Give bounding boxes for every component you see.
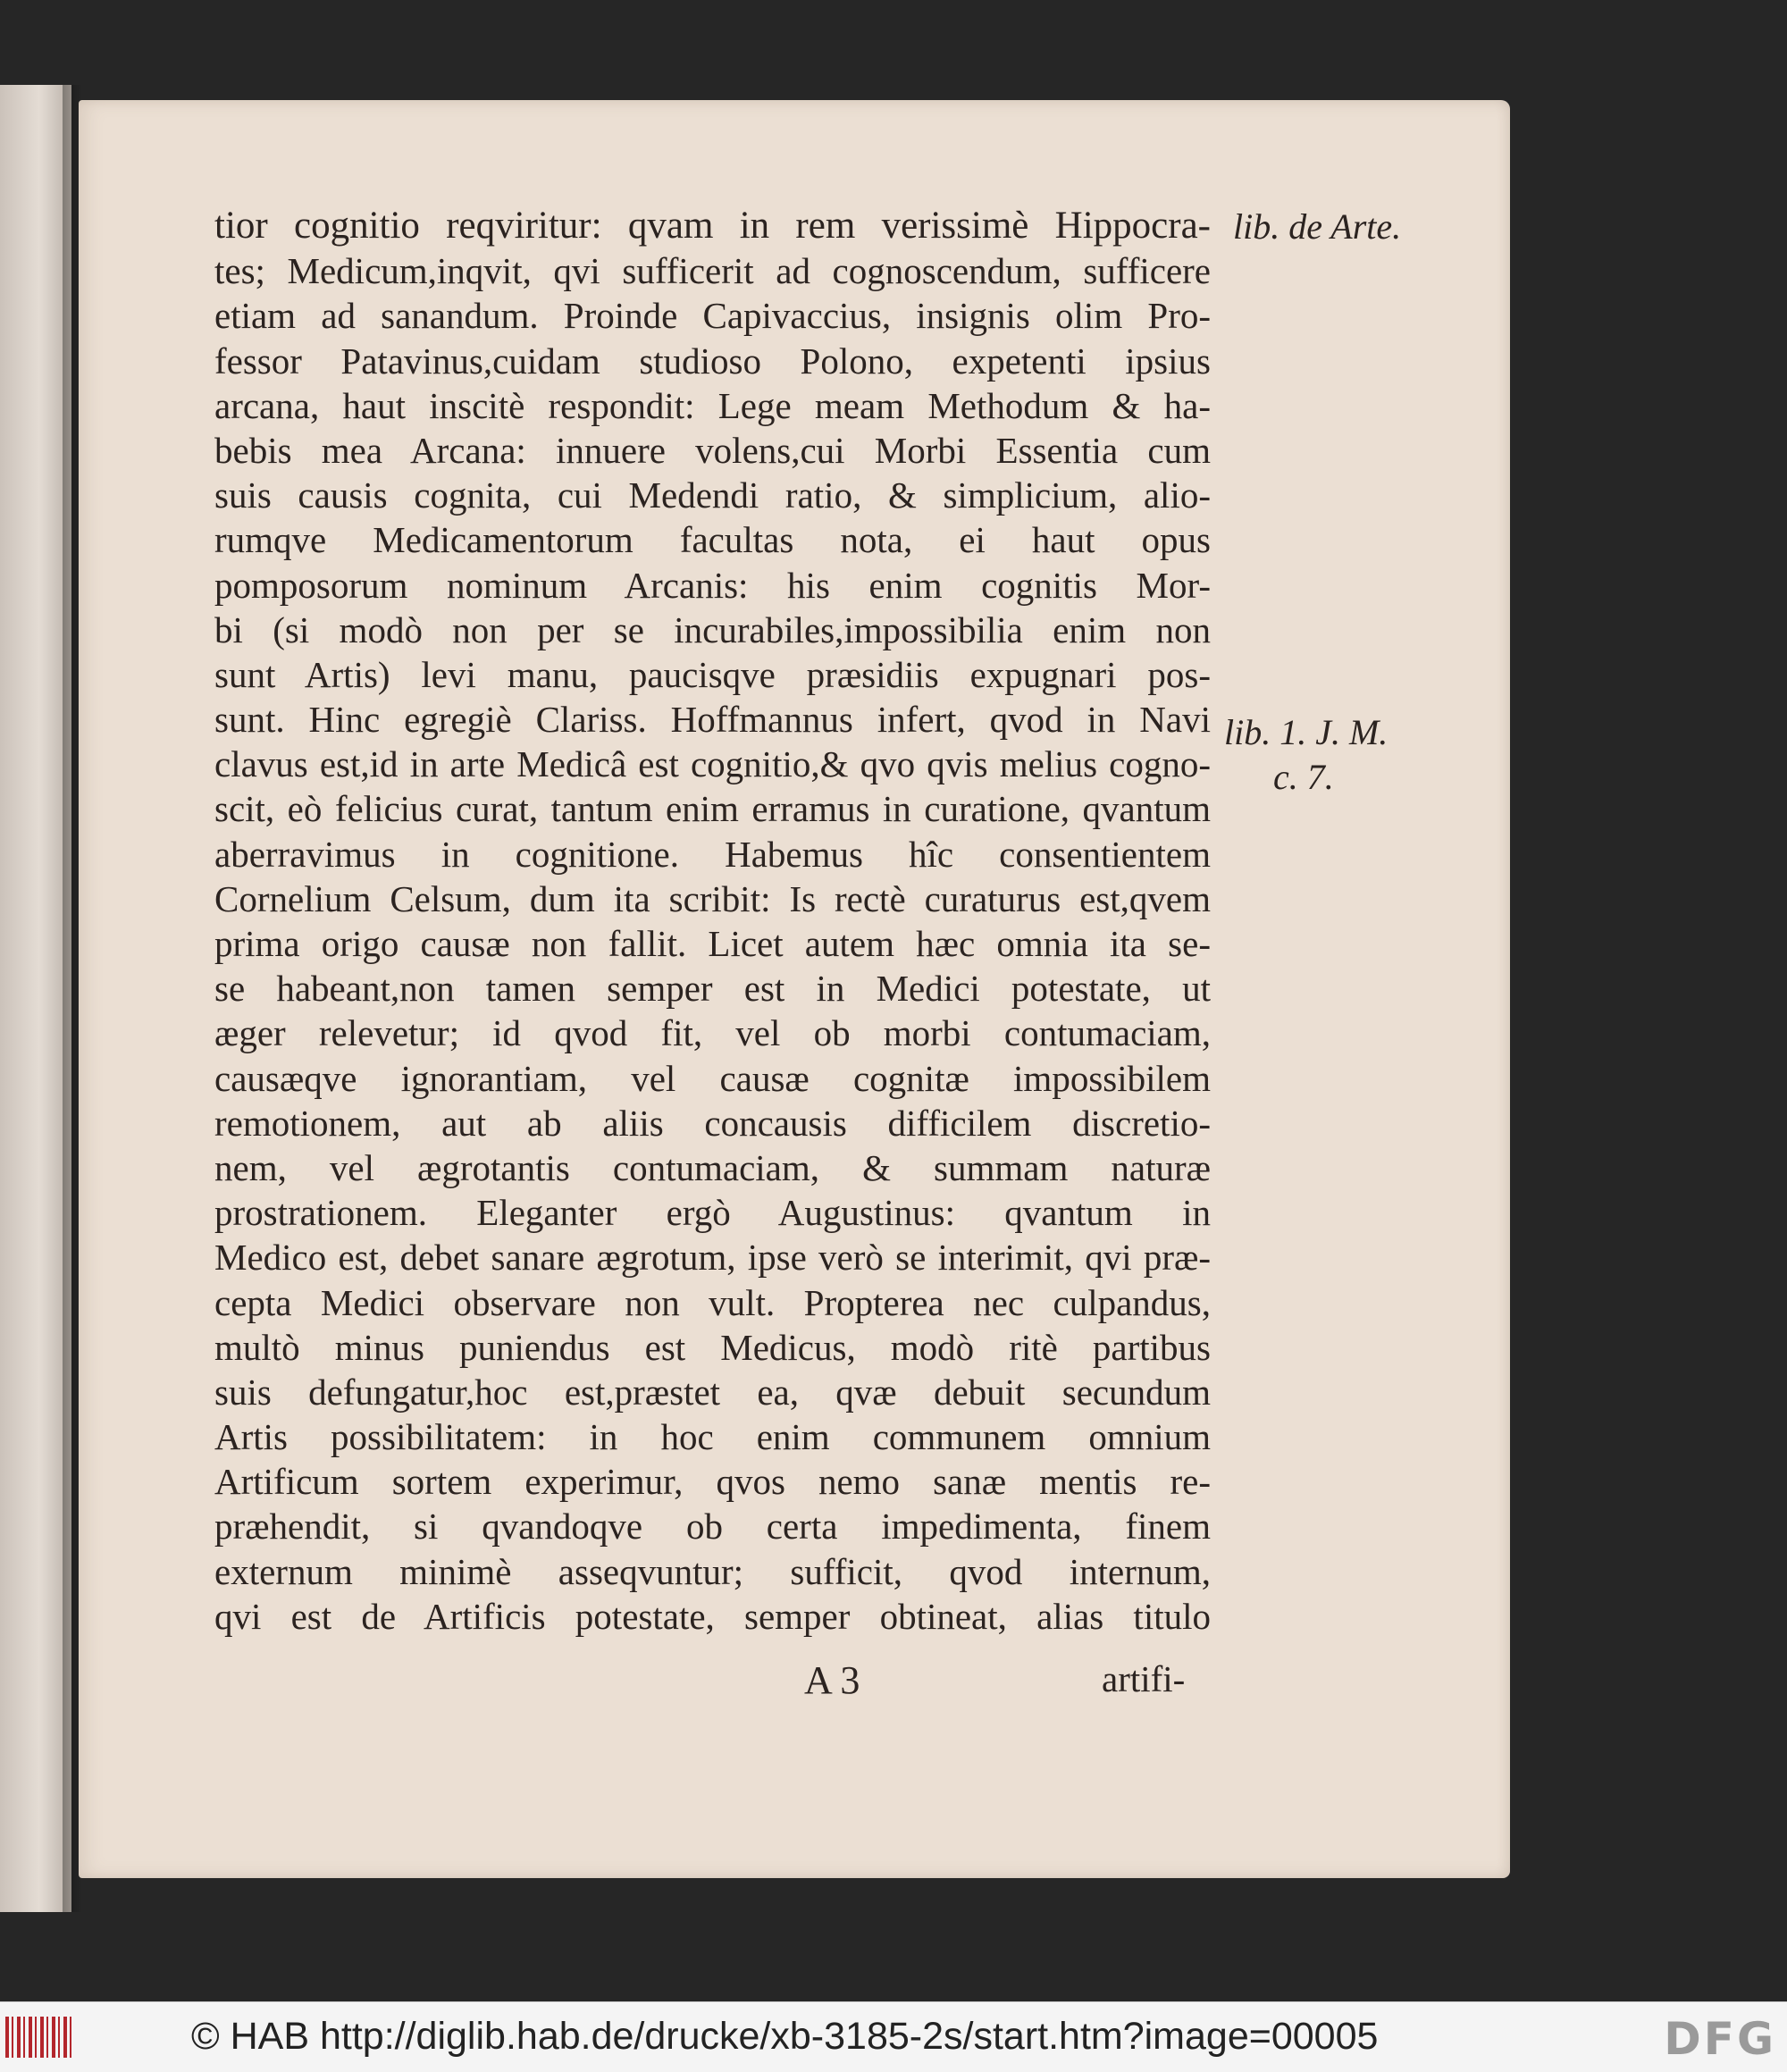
margin-note-hoffmann: lib. 1. J. M.: [1224, 712, 1388, 752]
catchword: artifi-: [1102, 1658, 1186, 1699]
text-line-24: Medico est, debet sanare ægrotum, ipse verò se interimit, qvi præ-: [214, 1237, 1211, 1279]
text-line-25: cepta Medici observare non vult. Propterea nec culpandus,: [214, 1281, 1211, 1323]
dfg-logo: DFG: [1664, 2013, 1776, 2065]
text-line-9: pomposorum nominum Arcanis: his enim cognitis Mor-: [214, 564, 1211, 606]
text-line-6: bebis mea Arcana: innuere volens,cui Morbi Essentia cum: [214, 429, 1211, 471]
text-line-31: externum minimè asseqvuntur; sufficit, qvod internum,: [214, 1550, 1211, 1592]
margin-note-chapter: c. 7.: [1273, 757, 1334, 797]
text-line-32: qvi est de Artificis potestate, semper obtineat, alias titulo: [214, 1595, 1211, 1637]
signature-mark: A 3: [804, 1658, 860, 1702]
text-line-19: æger relevetur; id qvod fit, vel ob morbi contumaciam,: [214, 1012, 1211, 1054]
text-line-23: prostrationem. Eleganter ergò Augustinus: qvantum in: [214, 1192, 1211, 1234]
text-line-14: scit, eò felicius curat, tantum enim erramus in curatione, qvantum: [214, 788, 1211, 830]
margin-note-hippocrates: lib. de Arte.: [1233, 206, 1402, 247]
text-line-11: sunt Artis) levi manu, paucisqve præsidiis expugnari pos-: [214, 653, 1211, 695]
text-line-22: nem, vel ægrotantis contumaciam, & summam naturæ: [214, 1146, 1211, 1188]
text-line-2: tes; Medicum,inqvit, qvi sufficerit ad cognoscendum, sufficere: [214, 250, 1211, 292]
text-line-29: Artificum sortem experimur, qvos nemo sanæ mentis re-: [214, 1461, 1211, 1503]
text-line-27: suis defungatur,hoc est,præstet ea, qvæ debuit secundum: [214, 1371, 1211, 1413]
footer-copyright-link[interactable]: © HAB http://diglib.hab.de/drucke/xb-3185-2s/start.htm?image=00005: [191, 2015, 1379, 2058]
footer-bar: [0, 2001, 1787, 2072]
text-line-8: rumqve Medicamentorum facultas nota, ei haut opus: [214, 519, 1211, 561]
text-line-18: se habeant,non tamen semper est in Medici potestate, ut: [214, 968, 1211, 1010]
left-page-edge: [0, 85, 71, 1912]
text-line-5: arcana, haut inscitè respondit: Lege meam Methodum & ha-: [214, 384, 1211, 426]
page-text-block: [214, 204, 1211, 1639]
text-line-17: prima origo causæ non fallit. Licet autem hæc omnia ita se-: [214, 923, 1211, 964]
text-line-3: etiam ad sanandum. Proinde Capivaccius, insignis olim Pro-: [214, 295, 1211, 337]
text-line-1: tior cognitio reqviritur: qvam in rem verissimè Hippocra-: [214, 205, 1211, 247]
text-line-7: suis causis cognita, cui Medendi ratio, & simplicium, alio-: [214, 474, 1211, 516]
text-line-28: Artis possibilitatem: in hoc enim communem omnium: [214, 1416, 1211, 1458]
text-line-13: clavus est,id in arte Medicâ est cognitio,& qvo qvis melius cogno-: [214, 743, 1211, 785]
text-line-12: sunt. Hinc egregiè Clariss. Hoffmannus infert, qvod in Navi: [214, 699, 1211, 741]
text-line-21: remotionem, aut ab aliis concausis difficilem discretio-: [214, 1102, 1211, 1144]
text-line-16: Cornelium Celsum, dum ita scribit: Is rectè curaturus est,qvem: [214, 877, 1211, 919]
text-line-15: aberravimus in cognitione. Habemus hîc consentientem: [214, 833, 1211, 875]
text-line-20: causæqve ignorantiam, vel causæ cognitæ impossibilem: [214, 1057, 1211, 1099]
text-line-26: multò minus puniendus est Medicus, modò ritè partibus: [214, 1326, 1211, 1368]
text-line-10: bi (si modò non per se incurabiles,impossibilia enim non: [214, 608, 1211, 650]
barcode-icon: [5, 2017, 73, 2058]
text-line-30: præhendit, si qvandoqve ob certa impedimenta, finem: [214, 1506, 1211, 1548]
text-line-4: fessor Patavinus,cuidam studioso Polono, expetenti ipsius: [214, 340, 1211, 382]
